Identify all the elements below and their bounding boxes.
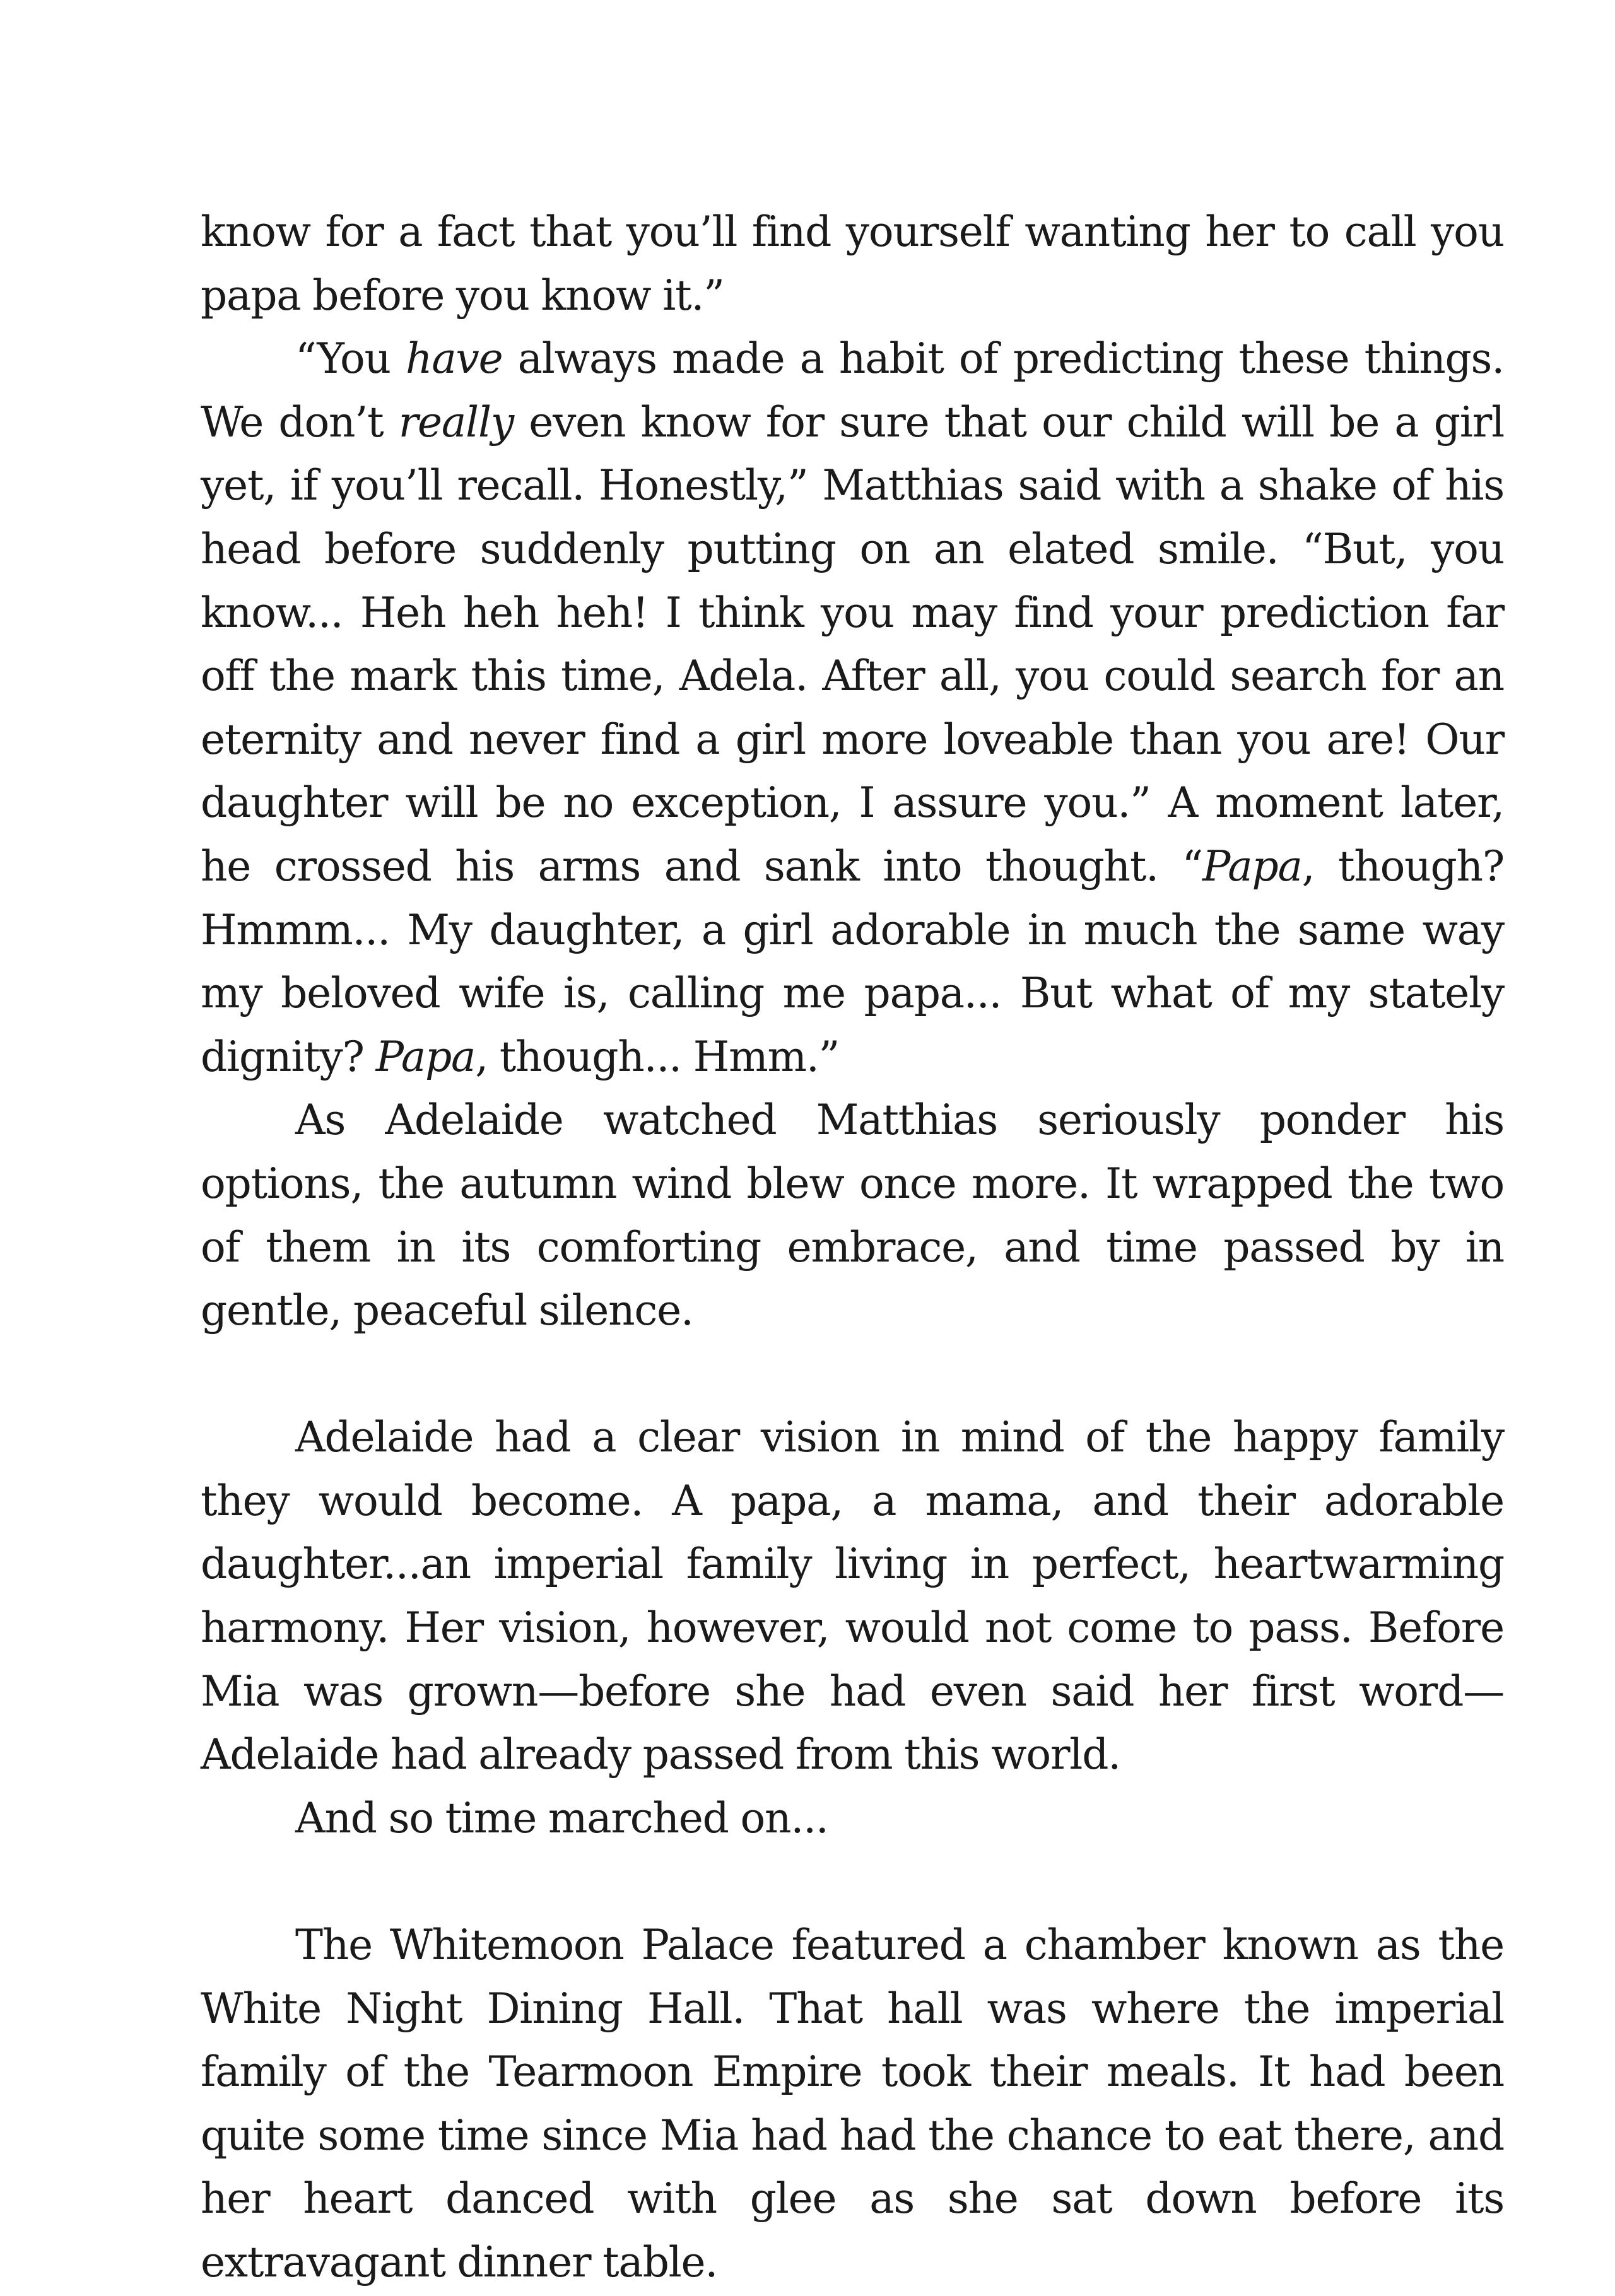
paragraph-6 (201, 1914, 1504, 2295)
paragraph-4 (201, 1406, 1504, 1787)
text-span: “You (295, 334, 406, 384)
book-page (201, 201, 1504, 2295)
paragraph-3 (201, 1089, 1504, 1342)
text-span: As Adelaide watched Matthias seriously ponder his options, the autumn wind blew once more. It wrapped the two of them in its comforting embrace, and time passed by in gentle, peaceful silence. (201, 1096, 1504, 1335)
italic-span: Papa (375, 1032, 476, 1081)
paragraph-5 (201, 1787, 1504, 1851)
italic-span: have (406, 334, 503, 384)
text-span: always made a habit of predicting these things. We don’t (201, 334, 1504, 447)
paragraph-2 (201, 327, 1504, 1089)
italic-span: really (398, 397, 514, 447)
text-span: Adelaide had a clear vision in mind of the happy family they would become. A papa, a mama, and their adorable daughter...an imperial family living in perfect, heartwarming harmony. Her vision, however, would not come to pass. Before Mia was grown—before she had even said her first word—Adelaide had already passed from this world. (201, 1413, 1504, 1779)
text-span: The Whitemoon Palace featured a chamber known as the White Night Dining Hall. That hall was where the imperial family of the Tearmoon Empire took their meals. It had been quite some time since Mia had had the chance to eat there, and her heart danced with glee as she sat down before its extravagant dinner table. (201, 1921, 1504, 2287)
italic-span: Papa (1202, 841, 1302, 891)
paragraph-1 (201, 201, 1504, 327)
scene-break (201, 1343, 1504, 1407)
text-span: And so time marched on... (295, 1793, 828, 1842)
scene-break (201, 1850, 1504, 1914)
text-span: even know for sure that our child will be a girl yet, if you’ll recall. Honestly,” Matthias said with a shake of his head before suddenly putting on an elated smile. “But, you know... Heh heh heh! I think you may find your prediction far off the mark this time, Adela. After all, you could search for an eternity and never find a girl more loveable than you are! Our daughter will be no exception, I assure you.” A moment later, he crossed his arms and sank into thought. “ (201, 397, 1504, 891)
text-span: , though... Hmm.” (475, 1032, 840, 1081)
text-span: , though? Hmmm... My daughter, a girl adorable in much the same way my beloved wife is, calling me papa... But what of my stately dignity? (201, 841, 1505, 1081)
text-span: know for a fact that you’ll find yourself wanting her to call you papa before you know it.” (201, 208, 1504, 320)
